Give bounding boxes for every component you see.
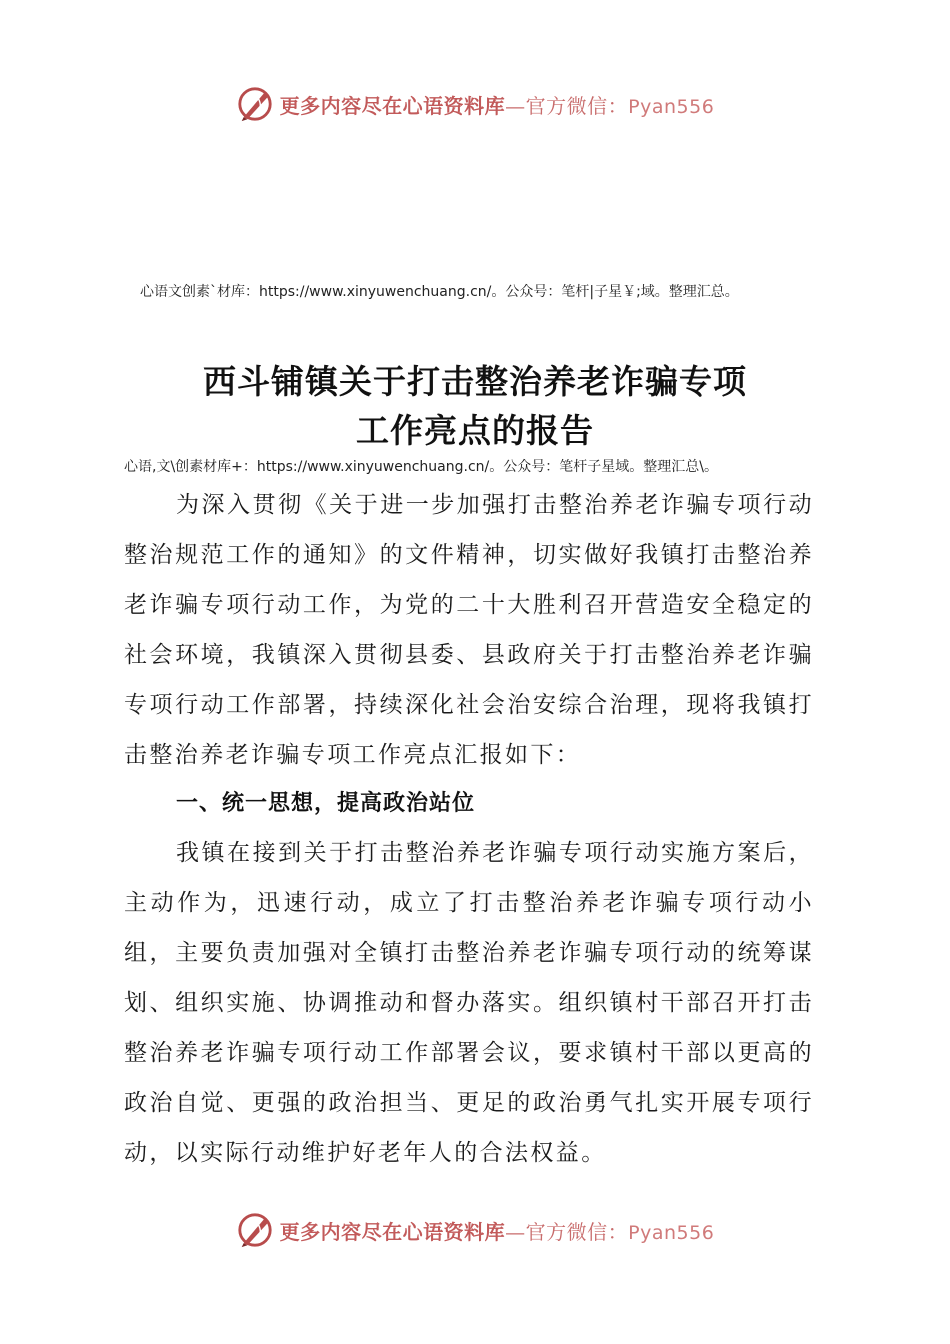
document-title-line-2: 工作亮点的报告: [356, 411, 594, 450]
header-banner: [0, 82, 950, 126]
banner-text: [280, 90, 715, 119]
banner-contact-label: 官方微信：: [525, 1219, 629, 1244]
pen-logo-icon: [236, 1211, 274, 1249]
banner-contact-id: Pyan556: [628, 1221, 715, 1244]
paragraph-section-1: 我镇在接到关于打击整治养老诈骗专项行动实施方案后，主动作为，迅速行动，成立了打击整治养老诈骗专项行动小组，主要负责加强对全镇打击整治养老诈骗专项行动的统筹谋划、组织实施、协调推动和督办落实。组织镇村干部召开打击整治养老诈骗专项行动工作部署会议，要求镇村干部以更高的政治自觉、更强的政治担当、更足的政治勇气扎实开展专项行动，以实际行动维护好老年人的合法权益。: [124, 840, 814, 1166]
banner-text: [280, 1216, 715, 1245]
banner-separator: —: [505, 1219, 526, 1244]
banner-contact-id: Pyan556: [628, 95, 715, 118]
banner-separator: —: [505, 93, 526, 118]
source-line-top: 心语文创素`材库：https://www.xinyuwenchuang.cn/。公众号：笔杆|子星￥;域。整理汇总。: [140, 284, 739, 300]
document-title-line-1: 西斗铺镇关于打击整治养老诈骗专项: [203, 362, 747, 401]
footer-banner: [0, 1208, 950, 1252]
pen-logo-icon: [236, 85, 274, 123]
paragraph-intro: 为深入贯彻《关于进一步加强打击整治养老诈骗专项行动整治规范工作的通知》的文件精神，切实做好我镇打击整治养老诈骗专项行动工作，为党的二十大胜利召开营造安全稳定的社会环境，我镇深入贯彻县委、县政府关于打击整治养老诈骗专项行动工作部署，持续深化社会治安综合治理，现将我镇打击整治养老诈骗专项工作亮点汇报如下：: [124, 492, 814, 768]
banner-brand: 更多内容尽在心语资料库: [279, 93, 506, 118]
banner-brand: 更多内容尽在心语资料库: [279, 1219, 506, 1244]
source-line-under-title: 心语,文\创素材库+：https://www.xinyuwenchuang.cn/。公众号：笔杆子星域。整理汇总\。: [124, 459, 718, 475]
banner-contact-label: 官方微信：: [525, 93, 629, 118]
section-heading: 一、统一思想，提高政治站位: [176, 791, 476, 816]
